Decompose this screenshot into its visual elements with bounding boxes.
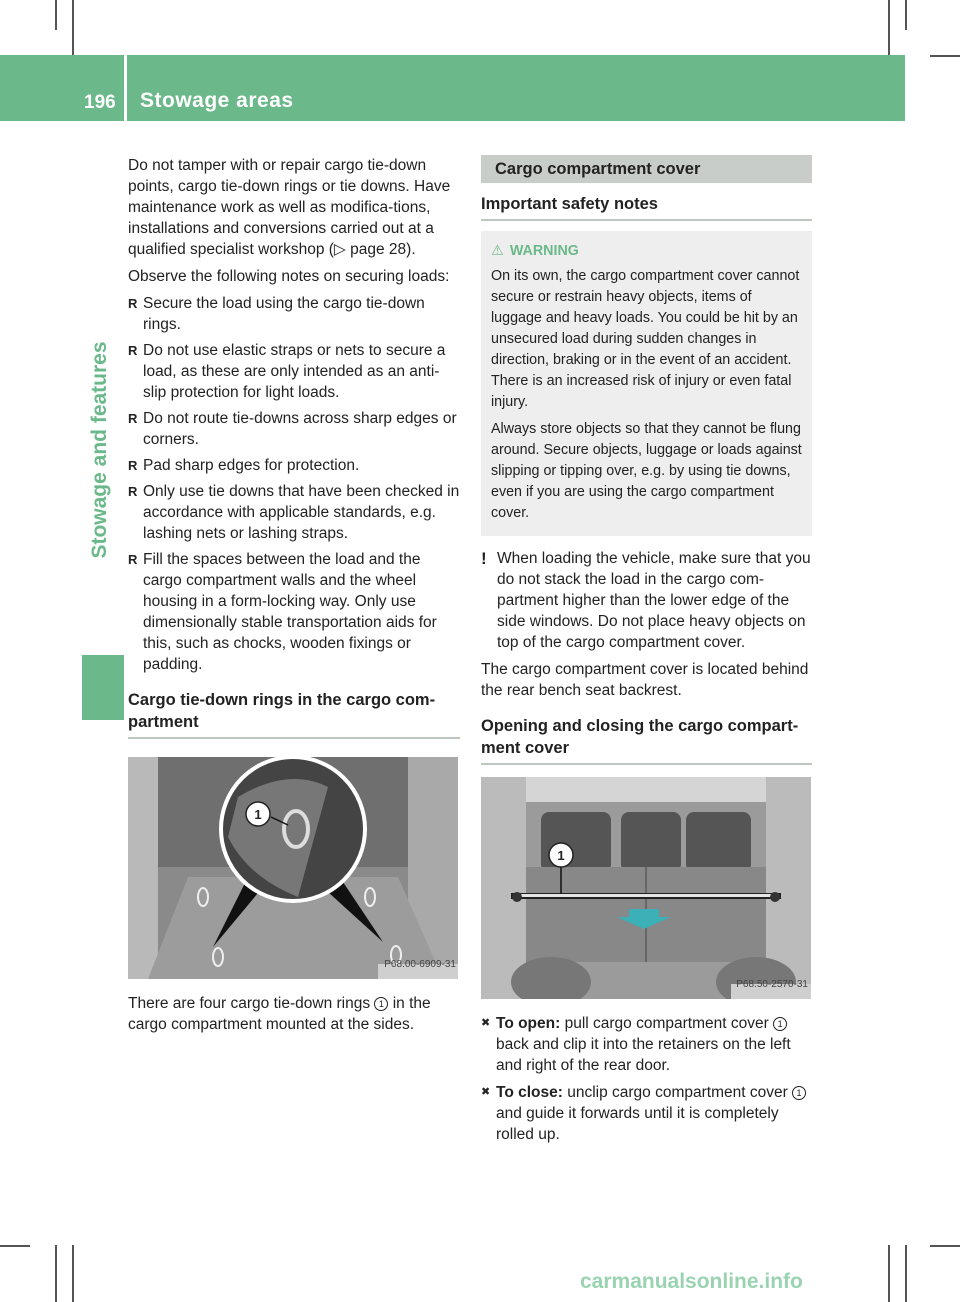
callout-1: 1 xyxy=(374,997,388,1011)
figure-code: P68.50-2570-31 xyxy=(736,979,808,990)
list-item xyxy=(128,408,460,450)
side-tab xyxy=(80,250,120,650)
bullet-marker: R xyxy=(128,552,138,567)
action-text: and guide it forwards until it is completely rolled up. xyxy=(496,1105,779,1143)
warning-text: On its own, the cargo compartment cover cannot secure or restrain heavy objects, items of luggage and heavy loads. You could be hit by an unsecured load during sudden changes in direction, braking or in the event of an accident. There is an increased risk of injury or even fatal injury. xyxy=(491,268,800,410)
list-item xyxy=(128,549,460,675)
crop-mark xyxy=(905,1245,907,1302)
bullet-marker: R xyxy=(128,458,138,473)
bullet-list xyxy=(128,293,460,675)
figure-cargo-cover xyxy=(481,777,812,999)
bullet-marker: R xyxy=(128,296,138,311)
caption-text: There are four cargo tie-down rings xyxy=(128,995,375,1012)
action-item xyxy=(481,1082,812,1145)
subheading-tie-down-rings: Cargo tie-down rings in the cargo com-partment xyxy=(128,689,460,739)
figure-callout: 1 xyxy=(557,848,565,863)
bullet-marker: R xyxy=(128,343,138,358)
cargo-cover-illustration xyxy=(481,777,811,999)
action-text: unclip cargo compartment cover xyxy=(562,1084,793,1101)
page-number: 196 xyxy=(84,92,116,113)
note-paragraph xyxy=(481,548,812,653)
subheading-opening-closing: Opening and closing the cargo compart-ment cover xyxy=(481,715,812,765)
callout-1: 1 xyxy=(773,1017,787,1031)
exclamation-icon: ! xyxy=(481,549,487,568)
side-tab-block xyxy=(82,655,124,720)
crop-mark xyxy=(905,0,907,30)
crop-mark xyxy=(930,1245,960,1247)
warning-title: WARNING xyxy=(509,243,579,259)
list-item xyxy=(128,455,460,476)
list-item xyxy=(128,340,460,403)
action-item xyxy=(481,1013,812,1076)
crop-mark xyxy=(72,1245,74,1302)
figure-code: P68.00-6909-31 xyxy=(384,959,456,970)
list-item-text: Fill the spaces between the load and the cargo compartment walls and the wheel housing in a form-locking way. Only use dimensionally stable transportation aids for this, such as chocks, wooden fixings or padding. xyxy=(143,551,437,673)
intro-paragraph: Do not tamper with or repair cargo tie-down points, cargo tie-down rings or tie downs. Have maintenance work as well as modifica-tions, installations and conversions carried out at a qualified specialist workshop (▷ page 28). xyxy=(128,157,451,258)
action-label: To close: xyxy=(496,1084,563,1101)
intro-paragraph: Observe the following notes on securing loads: xyxy=(128,268,450,285)
list-item-text: Pad sharp edges for protection. xyxy=(143,457,360,474)
crop-mark xyxy=(55,1245,57,1302)
header-bar xyxy=(0,55,905,121)
action-text: pull cargo compartment cover xyxy=(560,1015,774,1032)
bullet-marker: R xyxy=(128,411,138,426)
crop-mark xyxy=(0,1245,30,1247)
note-text: When loading the vehicle, make sure that you do not stack the load in the cargo com-partment higher than the lower edge of the side windows. Do not place heavy objects on top of the cargo compartment cover. xyxy=(497,550,811,651)
callout-1: 1 xyxy=(792,1086,806,1100)
watermark: carmanualsonline.info xyxy=(580,1270,803,1293)
paragraph: The cargo compartment cover is located behind the rear bench seat backrest. xyxy=(481,661,809,699)
crop-mark xyxy=(888,1245,890,1302)
list-item-text: Only use tie downs that have been checked in accordance with applicable standards, e.g. lashing nets or lashing straps. xyxy=(143,483,460,542)
list-item-text: Secure the load using the cargo tie-down rings. xyxy=(143,295,425,333)
left-column xyxy=(128,155,460,1041)
crop-mark xyxy=(72,0,74,55)
section-title: Stowage areas xyxy=(140,89,294,112)
arrow-right-icon: ✖ xyxy=(481,1086,491,1098)
action-list xyxy=(481,1013,812,1145)
cargo-floor-illustration xyxy=(128,757,458,979)
action-label: To open: xyxy=(496,1015,561,1032)
side-tab-label: Stowage and features xyxy=(88,341,111,559)
list-item xyxy=(128,293,460,335)
arrow-right-icon: ✖ xyxy=(481,1017,491,1029)
caption-text: in the cargo compartment mounted at the sides. xyxy=(128,995,431,1033)
crop-mark xyxy=(888,0,890,55)
figure-callout: 1 xyxy=(254,807,262,822)
list-item-text: Do not use elastic straps or nets to secure a load, as these are only intended as an anti-slip protection for light loads. xyxy=(143,342,446,401)
figure-tie-down-rings xyxy=(128,757,460,979)
list-item-text: Do not route tie-downs across sharp edges or corners. xyxy=(143,410,457,448)
crop-mark xyxy=(55,0,57,30)
header-divider xyxy=(124,55,127,121)
action-text: back and clip it into the retainers on the left and right of the rear door. xyxy=(496,1036,791,1074)
warning-text: Always store objects so that they cannot be flung around. Secure objects, luggage or loads against slipping or tipping over, e.g. by using tie downs, even if you are using the cargo compartment cover. xyxy=(491,421,802,521)
section-heading-cargo-cover: Cargo compartment cover xyxy=(481,155,812,183)
warning-heading xyxy=(491,241,802,262)
warning-triangle-icon: ⚠ xyxy=(491,243,504,259)
warning-box xyxy=(481,231,812,536)
right-column xyxy=(481,155,812,1151)
list-item xyxy=(128,481,460,544)
crop-mark xyxy=(930,55,960,57)
bullet-marker: R xyxy=(128,484,138,499)
figure-caption xyxy=(128,993,460,1035)
subheading-safety-notes: Important safety notes xyxy=(481,193,812,221)
